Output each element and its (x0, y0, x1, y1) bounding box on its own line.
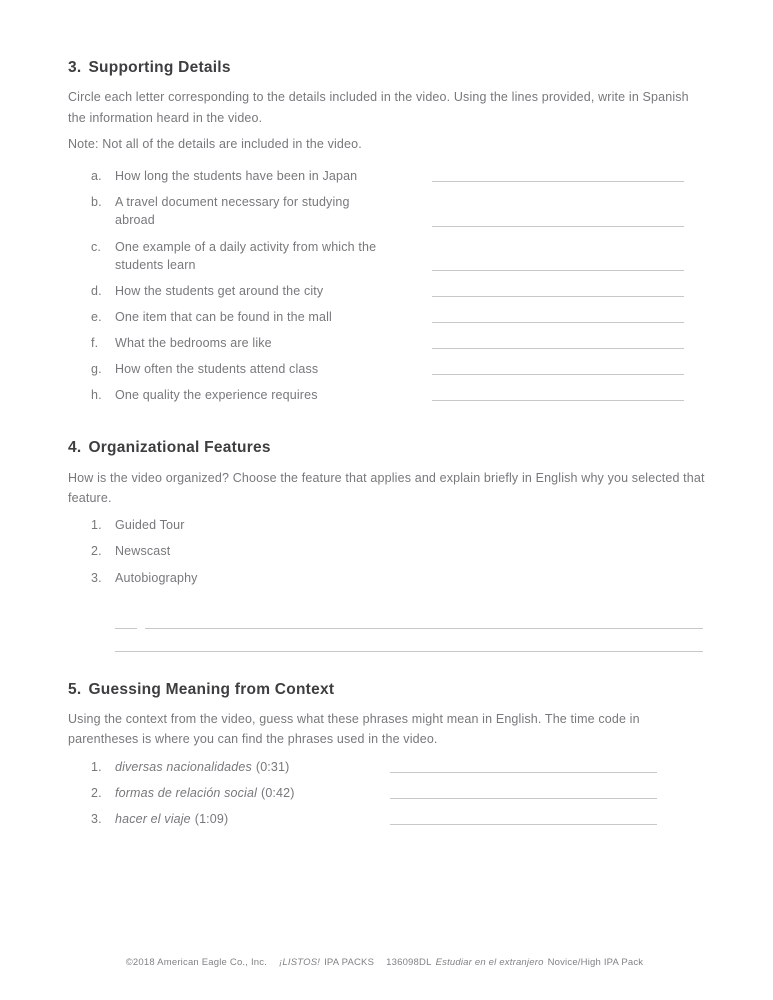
section3-heading: Supporting Details (88, 59, 231, 76)
phrase-text (115, 784, 390, 802)
time-code: (1:09) (194, 811, 229, 826)
item-text: A travel document necessary for studying abroad (115, 195, 350, 228)
answer-line (432, 270, 684, 271)
feature-option-1 (91, 516, 705, 534)
feature-options-list (91, 516, 705, 586)
phrase-item-2 (91, 784, 705, 802)
section-supporting-details (68, 58, 705, 404)
item-letter: a. (91, 169, 102, 184)
time-code: (0:31) (255, 759, 290, 774)
section-guessing-meaning (68, 680, 705, 828)
spanish-phrase: formas de relación social (115, 785, 258, 800)
item-text: One quality the experience requires (115, 388, 318, 403)
explanation-answer-area (115, 611, 705, 652)
option-text: Autobiography (115, 570, 198, 585)
answer-row-1 (115, 611, 705, 629)
section5-instructions: Using the context from the video, guess what these phrases might mean in English. The time code in parentheses is where you can find the phrases used in the video. (68, 712, 640, 747)
phrase-number: 2. (91, 785, 102, 800)
phrase-item-1 (91, 758, 705, 776)
choice-blank-line (115, 628, 137, 629)
section5-title (68, 680, 705, 699)
option-number: 1. (91, 518, 102, 533)
spanish-phrase: diversas nacionalidades (115, 759, 252, 774)
spanish-phrase: hacer el viaje (115, 811, 191, 826)
option-number: 2. (91, 544, 102, 559)
answer-line (432, 181, 684, 182)
detail-item-b (91, 193, 705, 229)
detail-item-h (91, 386, 705, 404)
item-text: What the bedrooms are like (115, 336, 272, 350)
item-letter: b. (91, 195, 102, 210)
answer-line (432, 322, 684, 323)
option-number: 3. (91, 570, 102, 585)
section3-title (68, 58, 705, 77)
detail-item-f (91, 334, 705, 352)
detail-item-d (91, 282, 705, 300)
item-letter: g. (91, 362, 102, 377)
answer-line (432, 226, 684, 227)
footer-copyright: ©2018 American Eagle Co., Inc. (125, 957, 268, 968)
item-letter: c. (91, 239, 102, 254)
detail-item-e (91, 308, 705, 326)
answer-line (390, 824, 657, 825)
footer-pack-name: Novice/High IPA Pack (547, 957, 644, 968)
item-text: How the students get around the city (115, 283, 324, 298)
explanation-line-2 (115, 629, 703, 652)
item-text: One item that can be found in the mall (115, 309, 332, 324)
option-text: Newscast (115, 544, 171, 559)
item-text: How long the students have been in Japan (115, 169, 358, 184)
footer-product-code: 136098DL (386, 957, 432, 968)
phrase-item-3 (91, 810, 705, 828)
footer-brand: ¡LISTOS! (279, 957, 321, 968)
section4-instructions: How is the video organized? Choose the feature that applies and explain briefly in English why you selected that feature. (68, 470, 705, 505)
answer-line (390, 772, 657, 773)
answer-line (390, 798, 657, 799)
item-letter: d. (91, 283, 102, 298)
answer-line (432, 400, 684, 401)
feature-option-3 (91, 569, 705, 587)
item-letter: e. (91, 309, 102, 324)
section5-number: 5. (68, 680, 82, 698)
item-text: How often the students attend class (115, 362, 319, 377)
detail-item-g (91, 360, 705, 378)
section3-number: 3. (68, 59, 82, 76)
feature-option-2 (91, 542, 705, 560)
answer-line (432, 348, 684, 349)
option-text: Guided Tour (115, 518, 185, 533)
phrase-number: 1. (91, 759, 102, 774)
footer-brand-suffix: IPA PACKS (324, 957, 375, 968)
phrase-text (115, 810, 390, 828)
item-letter: f. (91, 336, 99, 350)
footer-unit-title: Estudiar en el extranjero (435, 957, 544, 968)
page-footer (0, 957, 773, 968)
section4-number: 4. (68, 439, 82, 457)
section4-title (68, 438, 705, 457)
section-organizational-features (68, 438, 705, 651)
detail-items-list (91, 167, 705, 404)
detail-item-c (91, 238, 705, 274)
phrase-items-list (91, 758, 705, 828)
section4-heading: Organizational Features (88, 439, 271, 457)
answer-line (432, 374, 684, 375)
item-text: One example of a daily activity from which the students learn (115, 239, 377, 272)
explanation-line-1 (145, 628, 703, 629)
phrase-number: 3. (91, 811, 102, 826)
answer-line (432, 296, 684, 297)
section5-heading: Guessing Meaning from Context (88, 680, 335, 698)
section3-note: Note: Not all of the details are included in the video. (68, 136, 362, 151)
section3-instructions: Circle each letter corresponding to the details included in the video. Using the lines provided, write in Spanish the information heard in the video. (68, 90, 689, 125)
detail-item-a (91, 167, 705, 185)
item-letter: h. (91, 388, 102, 403)
time-code: (0:42) (261, 785, 295, 800)
phrase-text (115, 758, 390, 776)
